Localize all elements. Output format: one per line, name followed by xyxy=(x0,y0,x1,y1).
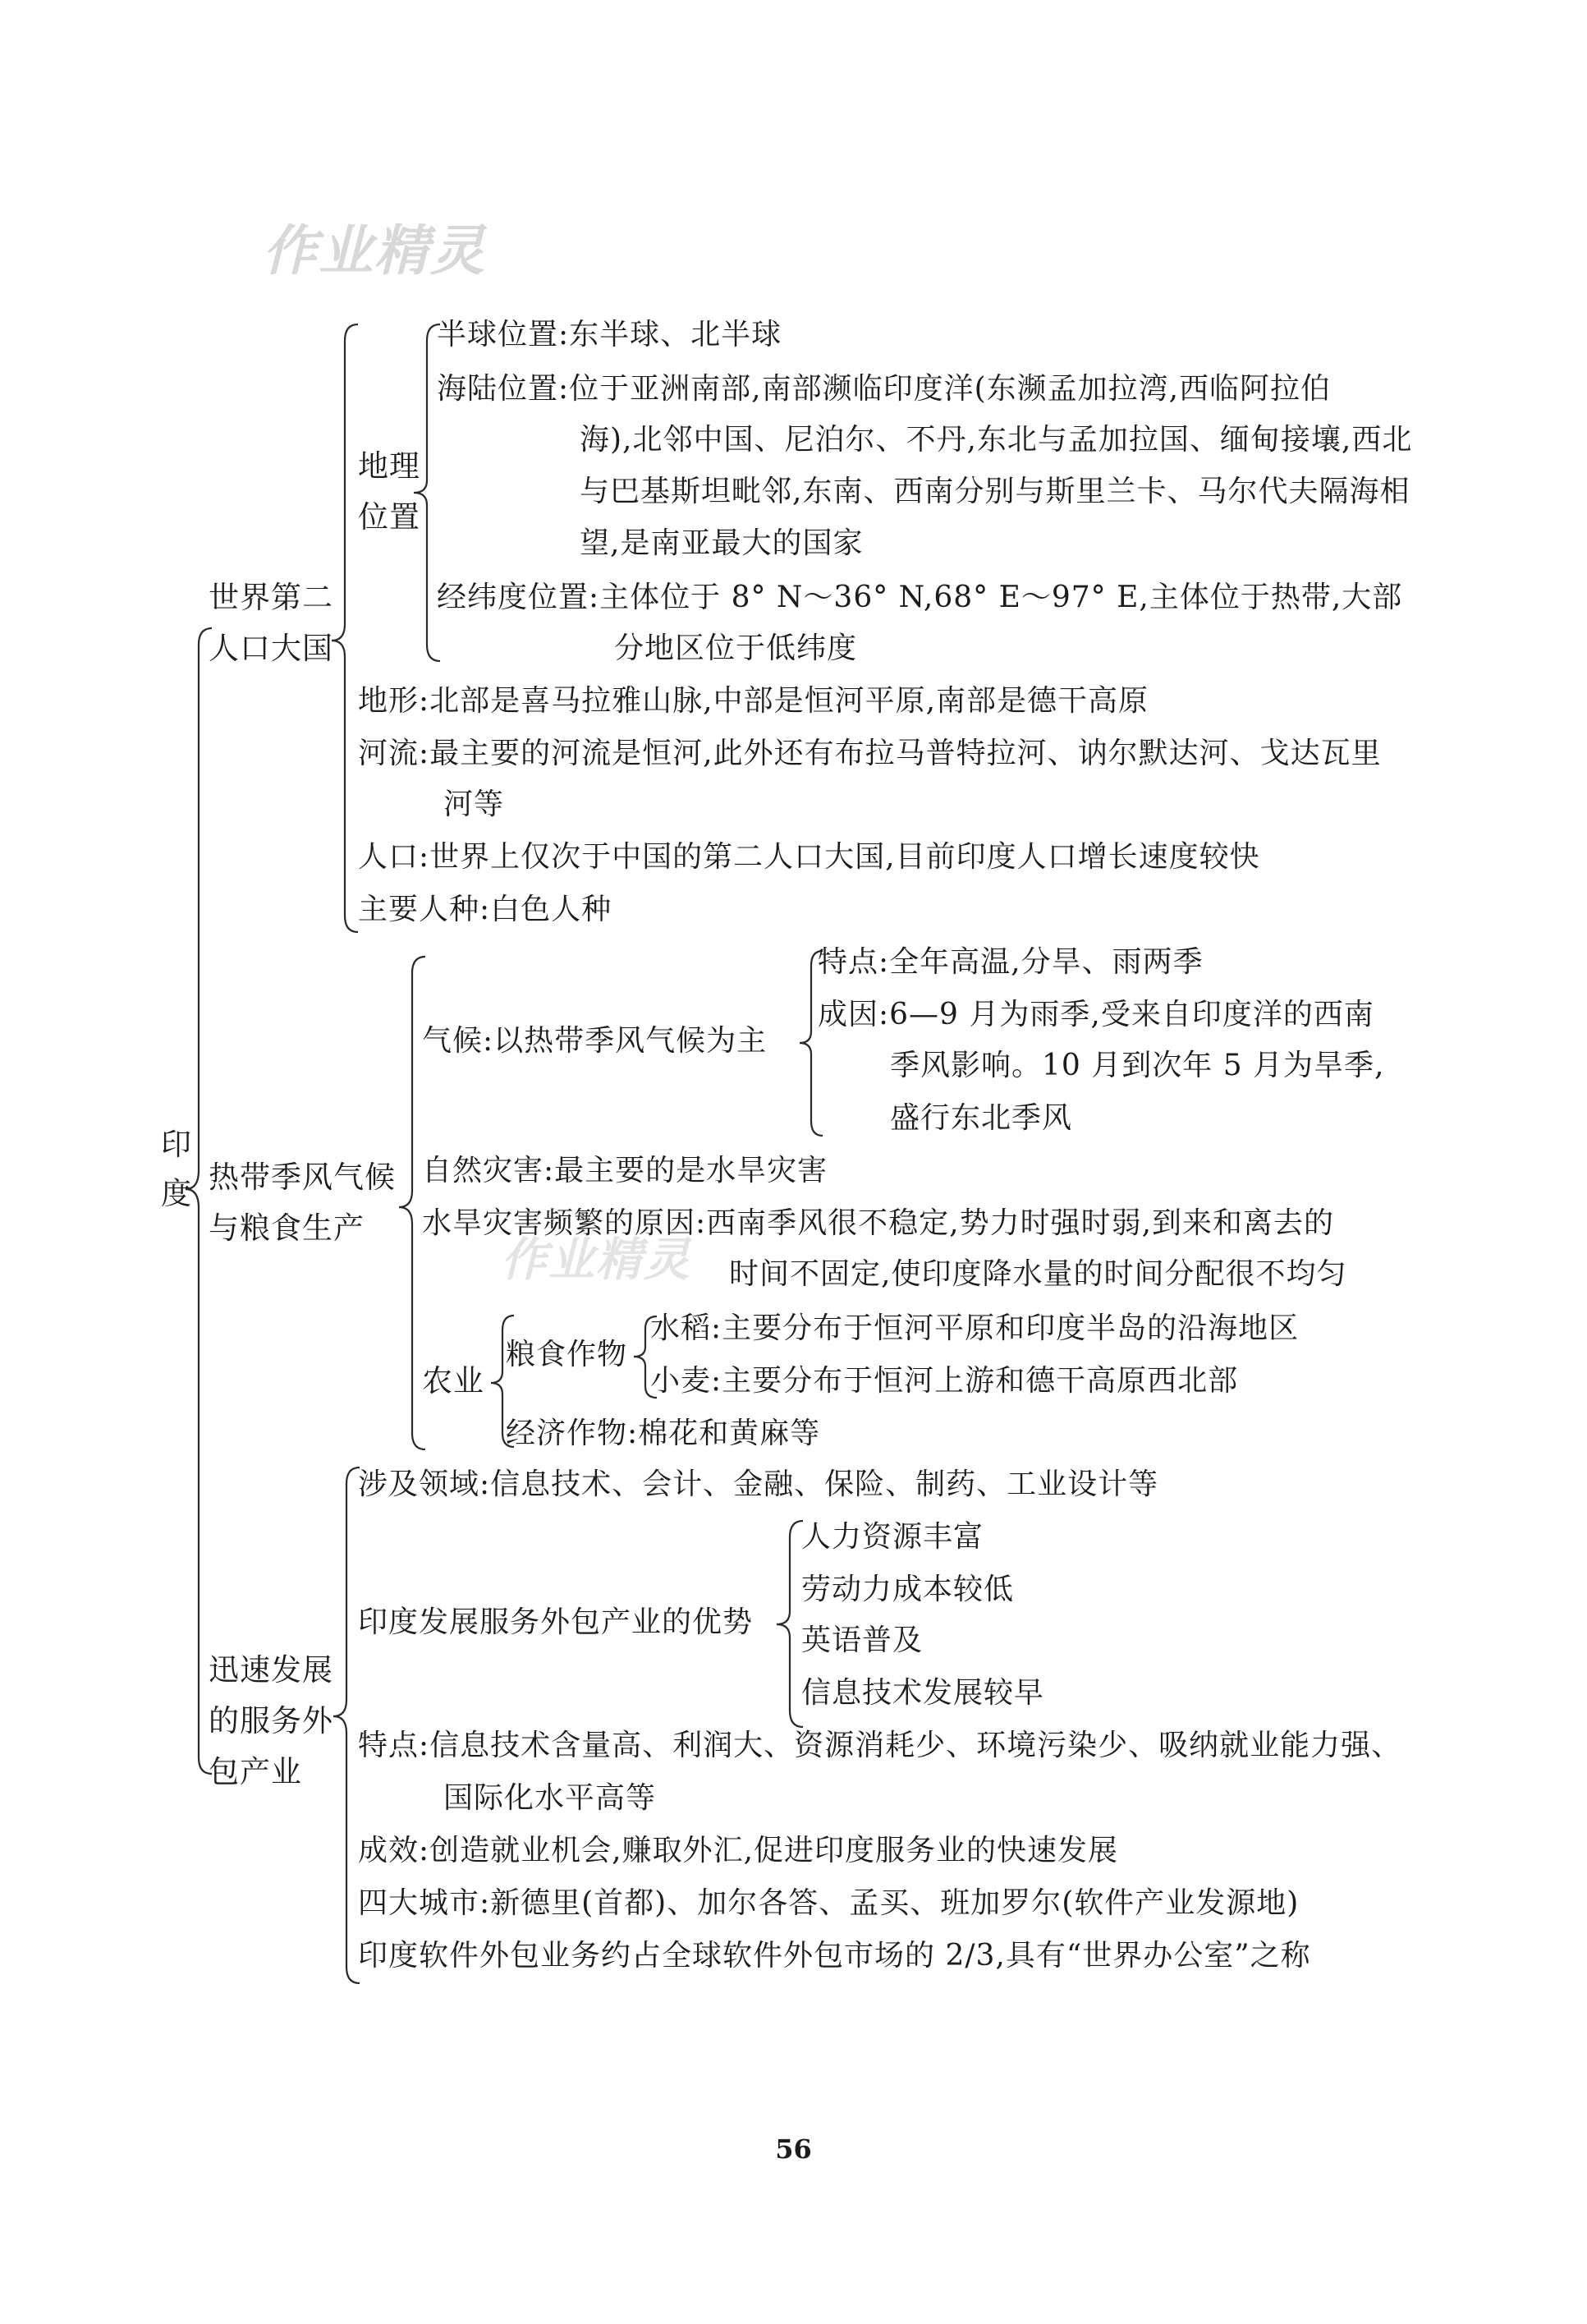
river-line2: 河等 xyxy=(443,788,505,821)
sec1-bracket xyxy=(332,324,358,932)
root-label-line1: 印 xyxy=(161,1127,192,1162)
wheat: 小麦:主要分布于恒河上游和德干高原西北部 xyxy=(650,1364,1239,1398)
agri-label: 农业 xyxy=(422,1363,484,1399)
natural-disaster: 自然灾害:最主要的是水旱灾害 xyxy=(422,1154,828,1187)
sec3-bracket xyxy=(333,1467,360,1983)
disaster-cause-line2: 时间不固定,使印度降水量的时间分配很不均匀 xyxy=(729,1257,1347,1291)
fields: 涉及领域:信息技术、会计、金融、保险、制药、工业设计等 xyxy=(358,1467,1159,1501)
advantages-label: 印度发展服务外包产业的优势 xyxy=(358,1605,754,1639)
sea-land-line1: 海陆位置:位于亚洲南部,南部濒临印度洋(东濒孟加拉湾,西临阿拉伯 xyxy=(437,372,1332,406)
race: 主要人种:白色人种 xyxy=(358,893,612,926)
climate-feature: 特点:全年高温,分旱、雨两季 xyxy=(818,945,1204,979)
watermark-top: 作业精灵 xyxy=(263,219,486,282)
climate-label: 气候:以热带季风气候为主 xyxy=(422,1024,768,1058)
advantage-item: 劳动力成本较低 xyxy=(801,1573,1015,1606)
sec3-label-line3: 包产业 xyxy=(209,1754,302,1789)
lat-lon-line2: 分地区位于低纬度 xyxy=(614,632,858,665)
advantages-bracket xyxy=(777,1521,803,1727)
hemisphere-position: 半球位置:东半球、北半球 xyxy=(437,318,782,351)
feature-line1: 特点:信息技术含量高、利润大、资源消耗少、环境污染少、吸纳就业能力强、 xyxy=(358,1729,1402,1762)
sec1-label-line2: 人口大国 xyxy=(209,631,333,666)
page-number: 56 xyxy=(775,2133,812,2165)
sea-land-line4: 望,是南亚最大的国家 xyxy=(580,526,864,560)
four-cities: 四大城市:新德里(首都)、加尔各答、孟买、班加罗尔(软件产业发源地) xyxy=(358,1886,1300,1920)
cash-crops: 经济作物:棉花和黄麻等 xyxy=(506,1417,821,1450)
sec2-label-line1: 热带季风气候 xyxy=(209,1160,396,1195)
root-label-line2: 度 xyxy=(161,1176,192,1211)
rice: 水稻:主要分布于恒河平原和印度半岛的沿海地区 xyxy=(650,1311,1300,1345)
watermark-middle: 作业精灵 xyxy=(501,1233,691,1287)
disaster-cause-line1: 水旱灾害频繁的原因:西南季风很不稳定,势力时强时弱,到来和离去的 xyxy=(422,1206,1335,1240)
feature-line2: 国际化水平高等 xyxy=(443,1781,657,1815)
climate-cause-line3: 盛行东北季风 xyxy=(890,1101,1073,1135)
sea-land-line2: 海),北邻中国、尼泊尔、不丹,东北与孟加拉国、缅甸接壤,西北 xyxy=(580,423,1413,457)
software-share: 印度软件外包业务约占全球软件外包市场的 2/3,具有“世界办公室”之称 xyxy=(358,1939,1311,1973)
advantage-item: 英语普及 xyxy=(801,1624,924,1657)
terrain: 地形:北部是喜马拉雅山脉,中部是恒河平原,南部是德干高原 xyxy=(358,684,1149,718)
sec2-label-line2: 与粮食生产 xyxy=(209,1210,365,1246)
sec1-label-line1: 世界第二 xyxy=(209,580,333,615)
climate-cause-line2: 季风影响。10 月到次年 5 月为旱季, xyxy=(890,1049,1385,1082)
lat-lon-line1: 经纬度位置:主体位于 8° N～36° N,68° E～97° E,主体位于热带,大部 xyxy=(437,581,1403,614)
river-line1: 河流:最主要的河流是恒河,此外还有布拉马普特拉河、讷尔默达河、戈达瓦里 xyxy=(358,737,1382,770)
geo-label-line1: 地理 xyxy=(358,448,420,484)
effect: 成效:创造就业机会,赚取外汇,促进印度服务业的快速发展 xyxy=(358,1834,1119,1867)
grain-crops-label: 粮食作物 xyxy=(506,1338,628,1371)
advantage-item: 信息技术发展较早 xyxy=(801,1676,1045,1710)
sea-land-line3: 与巴基斯坦毗邻,东南、西南分别与斯里兰卡、马尔代夫隔海相 xyxy=(580,475,1410,508)
geo-label-line2: 位置 xyxy=(358,499,420,535)
population: 人口:世界上仅次于中国的第二人口大国,目前印度人口增长速度较快 xyxy=(358,840,1260,874)
advantage-item: 人力资源丰富 xyxy=(801,1520,984,1554)
sec3-label-line1: 迅速发展 xyxy=(209,1652,333,1688)
climate-cause-line1: 成因:6—9 月为雨季,受来自印度洋的西南 xyxy=(818,998,1374,1031)
sec3-label-line2: 的服务外 xyxy=(209,1703,333,1738)
